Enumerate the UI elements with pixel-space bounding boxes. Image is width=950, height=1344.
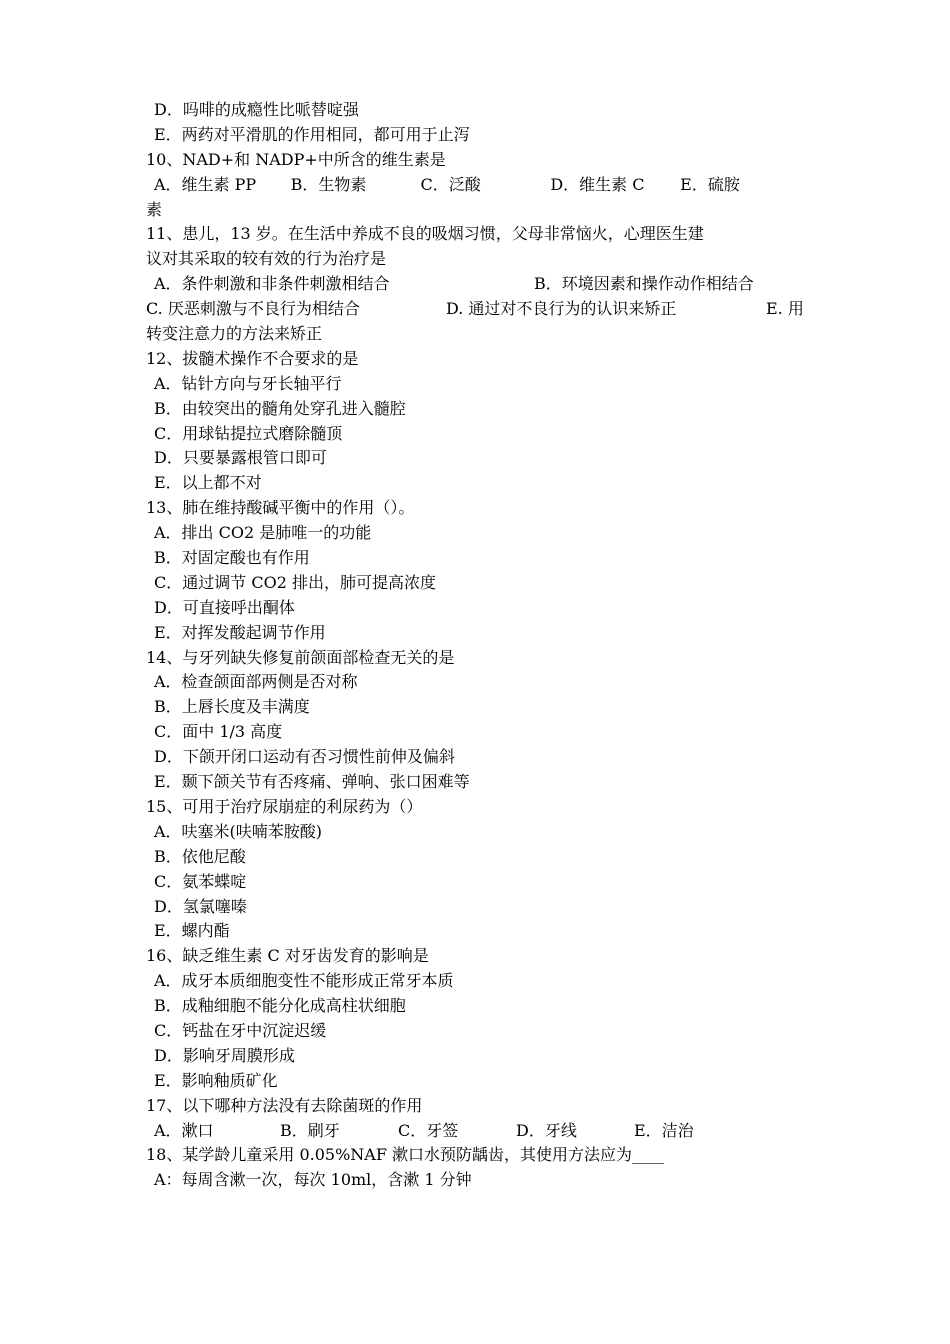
option-text: C．面中 1/3 高度 [154, 722, 283, 742]
option-text: E．螺内酯 [154, 921, 230, 941]
option-text: A．呋塞米(呋喃苯胺酸) [154, 821, 323, 841]
question-text: 转变注意力的方法来矫正 [146, 324, 323, 344]
option-text: E．影响釉质矿化 [154, 1070, 278, 1090]
option-text: C．泛酸 [420, 174, 481, 194]
option-text: A．漱口 [154, 1120, 214, 1140]
option-text: E．硫胺 [680, 174, 740, 194]
option-text: D．维生素 C [550, 174, 645, 194]
question-text: 18、某学龄儿童采用 0.05%NAF 漱口水预防龋齿，其使用方法应为____ [146, 1145, 665, 1165]
option-text: A．排出 CO2 是肺唯一的功能 [154, 523, 372, 543]
option-text: D．氢氯噻嗪 [154, 896, 247, 916]
option-text: A．检查颌面部两侧是否对称 [154, 672, 358, 692]
question-text: 17、以下哪种方法没有去除菌斑的作用 [146, 1095, 423, 1115]
option-text: E．颞下颌关节有否疼痛、弹响、张口困难等 [154, 772, 470, 792]
option-row [146, 173, 810, 198]
option-text: A．条件刺激和非条件刺激相结合 [154, 274, 390, 294]
option-text: D. 通过对不良行为的认识来矫正 [446, 299, 677, 319]
option-text: A．维生素 PP [154, 174, 257, 194]
option-row [146, 297, 810, 322]
option-text: B．依他尼酸 [154, 846, 246, 866]
option-row [146, 1119, 810, 1144]
option-text: C. 厌恶刺激与不良行为相结合 [146, 299, 360, 319]
question-text: 15、可用于治疗尿崩症的利尿药为（） [146, 796, 423, 816]
option-text: D．牙线 [516, 1120, 577, 1140]
option-text: E. 用 [766, 299, 804, 319]
option-text: C．牙签 [398, 1120, 459, 1140]
document-page [146, 98, 810, 1193]
question-text: 10、NAD+和 NADP+中所含的维生素是 [146, 149, 446, 169]
option-text: B．对固定酸也有作用 [154, 548, 310, 568]
option-text: C．用球钻提拉式磨除髓顶 [154, 423, 343, 443]
option-text: D．下颌开闭口运动有否习惯性前伸及偏斜 [154, 747, 455, 767]
question-text: 12、拔髓术操作不合要求的是 [146, 348, 359, 368]
option-text: D．可直接呼出酮体 [154, 597, 295, 617]
option-text: B．由较突出的髓角处穿孔进入髓腔 [154, 398, 406, 418]
option-text: E．以上都不对 [154, 473, 262, 493]
option-text: E．对挥发酸起调节作用 [154, 622, 326, 642]
option-text: B．生物素 [290, 174, 367, 194]
option-text: A．钻针方向与牙长轴平行 [154, 373, 342, 393]
option-text: D．只要暴露根管口即可 [154, 448, 327, 468]
option-text: C．氨苯蝶啶 [154, 871, 247, 891]
question-text: 议对其采取的较有效的行为治疗是 [146, 249, 387, 269]
option-text: E．两药对平滑肌的作用相同，都可用于止泻 [154, 124, 470, 144]
option-row [146, 272, 810, 297]
option-text: A．成牙本质细胞变性不能形成正常牙本质 [154, 971, 454, 991]
option-text: B．上唇长度及丰满度 [154, 697, 310, 717]
question-text: 14、与牙列缺失修复前颌面部检查无关的是 [146, 647, 455, 667]
option-text: C．通过调节 CO2 排出，肺可提高浓度 [154, 572, 436, 592]
option-text: B．成釉细胞不能分化成高柱状细胞 [154, 996, 406, 1016]
question-text: 11、患儿，13 岁。在生活中养成不良的吸烟习惯，父母非常恼火，心理医生建 [146, 224, 704, 244]
option-text: D．吗啡的成瘾性比哌替啶强 [154, 100, 359, 119]
option-text: C．钙盐在牙中沉淀迟缓 [154, 1020, 327, 1040]
question-text: 16、缺乏维生素 C 对牙齿发育的影响是 [146, 946, 429, 966]
option-text: B．环境因素和操作动作相结合 [534, 274, 754, 294]
option-text: B．刷牙 [280, 1120, 340, 1140]
option-text: A：每周含漱一次，每次 10ml，含漱 1 分钟 [154, 1170, 472, 1190]
option-text: E．洁治 [634, 1120, 694, 1140]
option-text: D．影响牙周膜形成 [154, 1045, 295, 1065]
question-text: 13、肺在维持酸碱平衡中的作用（）。 [146, 498, 415, 518]
question-text: 素 [146, 199, 163, 219]
